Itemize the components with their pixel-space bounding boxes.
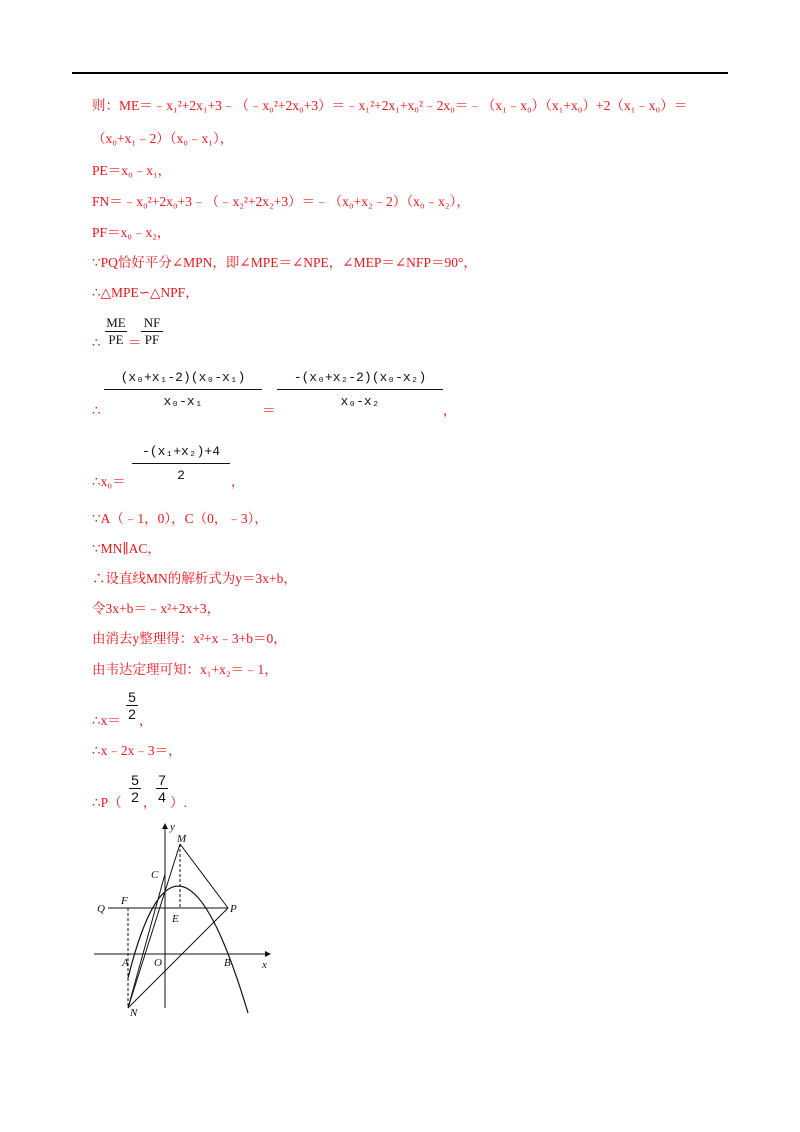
- line-p-comma: ，: [143, 795, 157, 810]
- label-q: Q: [97, 903, 105, 915]
- line-vieta: 由韦达定理可知：x₁+x₂＝﹣1，: [92, 662, 278, 677]
- fraction-bar: [104, 389, 262, 390]
- line-p-prefix: ∴P（: [92, 795, 122, 810]
- fraction-x0: [132, 444, 230, 483]
- line-parallel: ∵MN∥AC，: [92, 541, 161, 556]
- line-subst-equals: ＝: [262, 403, 276, 418]
- fraction-right: [277, 370, 443, 409]
- label-b: B: [224, 957, 231, 969]
- label-c: C: [151, 869, 159, 881]
- fraction-p-x: [129, 772, 141, 805]
- line-fn: FN＝﹣x₀²+2x₀+3﹣（﹣x₂²+2x₂+3）＝﹣（x₀+x₂﹣2）（x₀﹣x₂），: [92, 194, 470, 209]
- label-f: F: [121, 895, 128, 907]
- fraction-denominator: 2: [131, 789, 139, 805]
- fraction-bar: [277, 389, 443, 390]
- fraction-denominator: x₀-x₁: [163, 394, 203, 409]
- line-x0-prefix: ∴x₀＝: [92, 474, 126, 489]
- fraction-me-pe: [105, 315, 127, 348]
- line-subst-comma: ，: [443, 403, 457, 418]
- line-ratio-equals: ＝: [128, 335, 142, 350]
- line-mn-equation: ∴设直线MN的解析式为y＝3x+b，: [92, 571, 297, 586]
- fraction-denominator: 2: [177, 468, 185, 483]
- label-p: P: [230, 903, 237, 915]
- line-points: ∵A（﹣1，0），C（0，﹣3），: [92, 511, 268, 526]
- line-mp: [180, 844, 228, 908]
- fraction-numerator: ME: [106, 315, 126, 330]
- line-y-eval: ∴x﹣2x﹣3＝，: [92, 743, 182, 758]
- fraction-denominator: x₀-x₂: [340, 394, 380, 409]
- label-x: x: [262, 959, 267, 971]
- line-subst-prefix: ∴: [92, 403, 101, 418]
- line-nc: [128, 874, 165, 1008]
- line-x0-comma: ，: [231, 474, 245, 489]
- line-similar: ∴△MPE∽△NPF，: [92, 285, 199, 300]
- line-pf: PF＝x₀﹣x₂，: [92, 225, 171, 240]
- line-x-prefix: ∴x＝: [92, 713, 121, 728]
- fraction-denominator: 4: [158, 789, 166, 805]
- line-ratio-prefix: ∴: [92, 335, 101, 350]
- fraction-numerator: 5: [128, 689, 136, 705]
- fraction-x-value: [126, 689, 138, 722]
- line-me-cont: （x₀+x₁﹣2）（x₀﹣x₁），: [92, 131, 234, 146]
- fraction-numerator: -(x₀+x₂-2)(x₀-x₂): [293, 370, 427, 385]
- fraction-numerator: -(x₁+x₂)+4: [141, 444, 220, 459]
- fraction-numerator: 7: [158, 772, 166, 788]
- line-eliminate: 由消去y整理得：x²+x﹣3+b＝0，: [92, 631, 287, 646]
- label-y: y: [170, 821, 175, 833]
- fraction-nf-pf: [141, 315, 163, 348]
- label-o: O: [154, 957, 162, 969]
- label-m: M: [177, 833, 187, 845]
- label-a: A: [122, 957, 129, 969]
- fraction-numerator: (x₀+x₁-2)(x₀-x₁): [120, 370, 246, 385]
- label-e: E: [172, 913, 179, 925]
- fraction-denominator: 2: [128, 706, 136, 722]
- line-pe: PE＝x₀﹣x₁，: [92, 163, 172, 178]
- fraction-p-y: [156, 772, 168, 805]
- fraction-left: [104, 370, 262, 409]
- header-rule: [72, 72, 728, 74]
- fraction-numerator: NF: [143, 315, 161, 330]
- line-x-comma: ，: [139, 713, 153, 728]
- line-bisect: ∵PQ恰好平分∠MPN，即∠MPE＝∠NPE，∠MEP＝∠NFP＝90°，: [92, 255, 477, 270]
- fraction-denominator: PE: [108, 332, 124, 347]
- label-n: N: [130, 1007, 138, 1018]
- geometry-figure: [88, 818, 288, 1018]
- line-set-equal: 令3x+b＝﹣x²+2x+3，: [92, 601, 221, 616]
- fraction-numerator: 5: [131, 772, 139, 788]
- line-me: 则：ME＝﹣x₁²+2x₁+3﹣（﹣x₀²+2x₀+3）＝﹣x₁²+2x₁+x₀²﹣2x₀＝﹣（x₁﹣x₀）（x₁+x₀）+2（x₁﹣x₀）＝: [92, 98, 688, 113]
- fraction-denominator: PF: [144, 332, 160, 347]
- line-p-close: ）.: [170, 795, 187, 810]
- fraction-bar: [132, 463, 230, 464]
